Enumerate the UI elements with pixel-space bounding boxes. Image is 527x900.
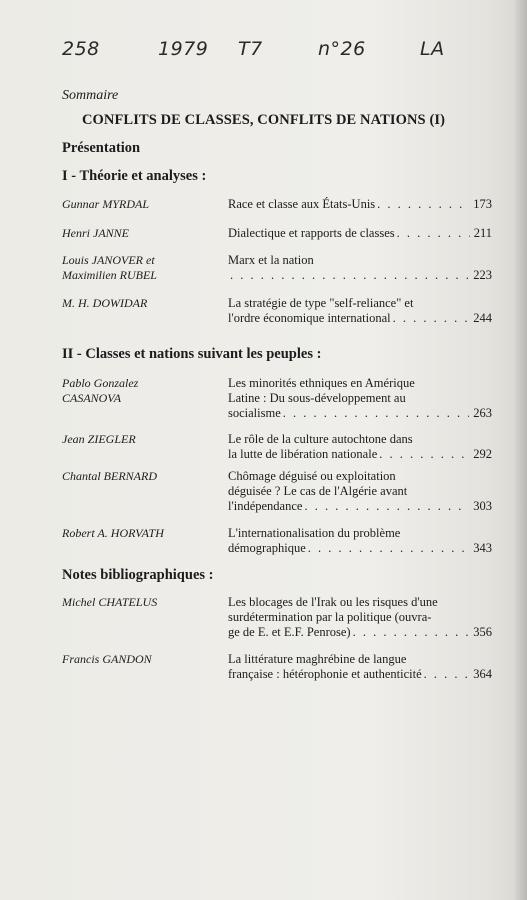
entry-author: Chantal BERNARD xyxy=(62,469,157,483)
page-number: 223 xyxy=(473,268,492,282)
entry-article: Race et classe aux États-Unis . . . 173 xyxy=(228,197,492,212)
sommaire-heading: Sommaire xyxy=(62,88,119,103)
page-number: 303 xyxy=(473,499,492,513)
page-edge-shadow xyxy=(513,0,527,900)
leader-dots xyxy=(393,311,470,326)
section-heading: Notes bibliographiques : xyxy=(62,567,214,583)
handwritten-mark: LA xyxy=(420,38,445,60)
leader-dots xyxy=(283,406,469,421)
page-number: 292 xyxy=(473,447,492,461)
page-number: 244 xyxy=(473,311,492,325)
handwritten-volume: T7 xyxy=(238,38,263,60)
handwritten-number: 258 xyxy=(62,38,100,60)
page-number: 263 xyxy=(473,406,492,420)
page-number: 211 xyxy=(473,226,492,240)
page-number: 343 xyxy=(473,541,492,555)
entry-author: Pablo Gonzalez CASANOVA xyxy=(62,376,139,405)
handwritten-issue: n°26 xyxy=(318,38,366,60)
entry-article: La littérature maghrébine de langue française : hétérophonie et authenticité . . . 364 xyxy=(228,652,492,682)
presentation-heading: Présentation xyxy=(62,140,141,156)
entry-author: Louis JANOVER et Maximilien RUBEL xyxy=(62,253,157,282)
entry-author: M. H. DOWIDAR xyxy=(62,296,148,310)
leader-dots xyxy=(353,625,470,640)
entry-author: Henri JANNE xyxy=(62,226,129,240)
page-number: 356 xyxy=(473,625,492,639)
entry-article: La stratégie de type "self-reliance" et l'ordre économique international . . . 244 xyxy=(228,296,492,326)
leader-dots xyxy=(377,197,469,212)
leader-dots xyxy=(397,226,470,241)
entry-article: Les blocages de l'Irak ou les risques d'une surdétermination par la politique (ouvra- ge de E. et E.F. Penrose) . . . 356 xyxy=(228,595,492,640)
entry-article: L'internationalisation du problème démographique . . . 343 xyxy=(228,526,492,556)
leader-dots xyxy=(308,541,469,556)
entry-article: Marx et la nation . . . 223 xyxy=(228,253,492,283)
entry-author: Francis GANDON xyxy=(62,652,152,666)
leader-dots xyxy=(230,268,469,283)
entry-article: Chômage déguisé ou exploitation déguisée ? Le cas de l'Algérie avant l'indépendance . . . 303 xyxy=(228,469,492,514)
section-heading: II - Classes et nations suivant les peuples : xyxy=(62,346,322,362)
entry-author: Michel CHATELUS xyxy=(62,595,158,609)
entry-article: Le rôle de la culture autochtone dans la lutte de libération nationale . . . 292 xyxy=(228,432,492,462)
handwritten-year: 1979 xyxy=(158,38,209,60)
entry-author: Jean ZIEGLER xyxy=(62,432,136,446)
entry-article: Les minorités ethniques en Amérique Latine : Du sous-développement au socialisme . . . 263 xyxy=(228,376,492,421)
entry-author: Robert A. HORVATH xyxy=(62,526,164,540)
page-number: 173 xyxy=(473,197,492,211)
page-number: 364 xyxy=(473,667,492,681)
entry-article: Dialectique et rapports de classes . . . 211 xyxy=(228,226,492,241)
entry-author: Gunnar MYRDAL xyxy=(62,197,150,211)
leader-dots xyxy=(379,447,469,462)
leader-dots xyxy=(304,499,469,514)
leader-dots xyxy=(424,667,470,682)
section-heading: I - Théorie et analyses : xyxy=(62,168,207,184)
page-title: CONFLITS DE CLASSES, CONFLITS DE NATIONS (I) xyxy=(81,112,446,128)
